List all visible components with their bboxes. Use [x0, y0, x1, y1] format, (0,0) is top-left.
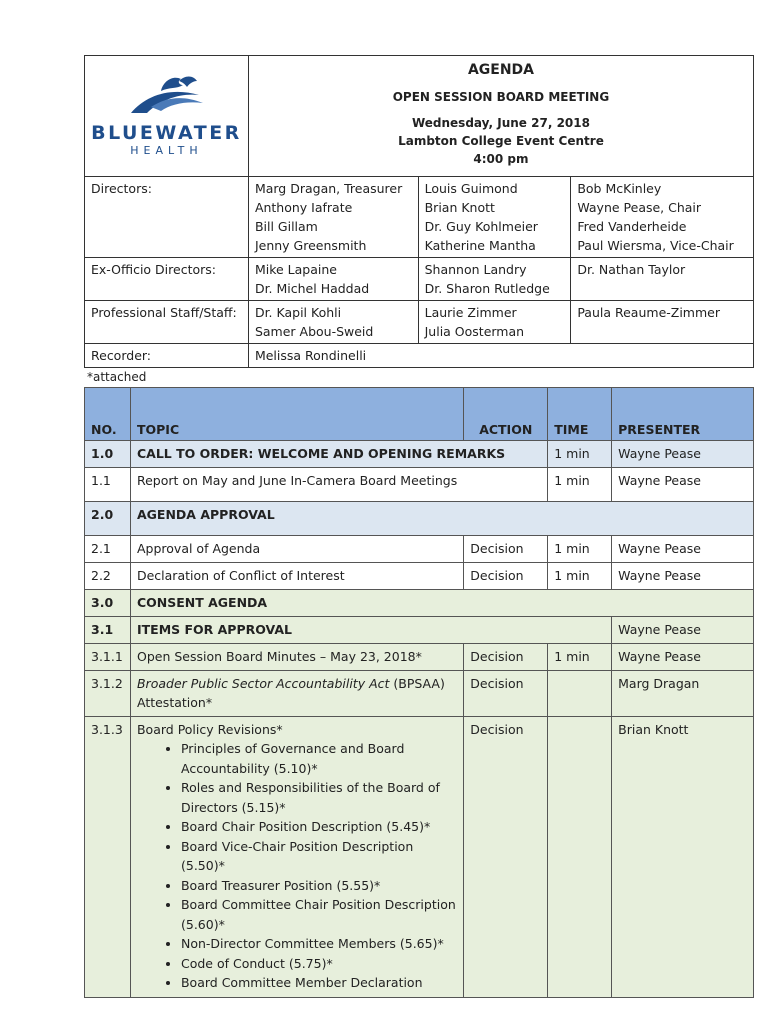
agenda-table [84, 387, 754, 998]
item-presenter: Wayne Pease [612, 563, 754, 590]
item-presenter: Marg Dragan [612, 671, 754, 717]
staff-name: Laurie Zimmer [424, 305, 517, 320]
item-topic: CONSENT AGENDA [130, 590, 753, 617]
director-name: Fred Vanderheide [577, 219, 687, 234]
recorder-name: Melissa Rondinelli [248, 344, 753, 368]
table-row [85, 590, 754, 617]
director-name: Bill Gillam [254, 219, 318, 234]
logo-sub-text: HEALTH [130, 144, 203, 157]
item-topic-italic: Broader Public Sector Accountability Act [136, 676, 390, 691]
item-time [548, 671, 612, 717]
item-topic: Report on May and June In-Camera Board Meetings [130, 468, 547, 502]
list-item: • Code of Conduct (5.75)* [181, 954, 457, 974]
item-time: 1 min [548, 468, 612, 502]
col-header-presenter: PRESENTER [612, 388, 754, 441]
col-header-topic: TOPIC [130, 388, 463, 441]
meeting-type: OPEN SESSION BOARD MEETING [392, 90, 610, 104]
staff-name: Julia Oosterman [424, 324, 525, 339]
director-name: Brian Knott [424, 200, 495, 215]
director-name: Marg Dragan, Treasurer [254, 181, 403, 196]
directors-col-2 [418, 177, 571, 258]
item-action: Decision [464, 717, 548, 998]
item-topic [130, 671, 463, 717]
list-item: • Board Committee Chair Position Description (5.60)* [181, 895, 457, 934]
item-action: Decision [464, 536, 548, 563]
item-action: Decision [464, 671, 548, 717]
directors-col-3 [571, 177, 754, 258]
list-item: • Principles of Governance and Board Accountability (5.10)* [181, 739, 457, 778]
item-number: 1.0 [85, 441, 131, 468]
meeting-time: 4:00 pm [473, 152, 529, 166]
director-name: Dr. Guy Kohlmeier [424, 219, 538, 234]
staff-name: Paula Reaume-Zimmer [577, 305, 720, 320]
item-number: 2.1 [85, 536, 131, 563]
item-topic: Approval of Agenda [130, 536, 463, 563]
directors-col-1 [248, 177, 418, 258]
meeting-venue: Lambton College Event Centre [398, 134, 604, 148]
exofficio-label: Ex-Officio Directors: [85, 258, 249, 301]
item-number: 3.1.1 [85, 644, 131, 671]
bluewater-health-logo [91, 73, 242, 158]
meeting-date: Wednesday, June 27, 2018 [411, 116, 590, 130]
director-name: Katherine Mantha [424, 238, 536, 253]
item-topic: AGENDA APPROVAL [130, 502, 753, 536]
item-number: 3.1.2 [85, 671, 131, 717]
table-row [85, 536, 754, 563]
logo-brand-text: BLUEWATER [91, 122, 242, 144]
agenda-title: AGENDA [467, 62, 534, 78]
policy-bullet-list [137, 739, 457, 993]
item-presenter: Brian Knott [612, 717, 754, 998]
staff-col-2 [418, 301, 571, 344]
item-time: 1 min [548, 644, 612, 671]
director-name: Anthony Iafrate [254, 200, 353, 215]
exofficio-col-2 [418, 258, 571, 301]
item-number: 3.1 [85, 617, 131, 644]
item-number: 2.2 [85, 563, 131, 590]
exofficio-name: Dr. Sharon Rutledge [424, 281, 550, 296]
item-time [548, 717, 612, 998]
item-time: 1 min [548, 441, 612, 468]
exofficio-name: Dr. Michel Haddad [254, 281, 370, 296]
item-presenter: Wayne Pease [612, 468, 754, 502]
list-item: • Board Treasurer Position (5.55)* [181, 876, 457, 896]
table-row [85, 717, 754, 998]
list-item: • Board Committee Member Declaration [181, 973, 457, 993]
item-number: 2.0 [85, 502, 131, 536]
staff-col-3 [571, 301, 754, 344]
staff-label: Professional Staff/Staff: [85, 301, 249, 344]
item-action: Decision [464, 563, 548, 590]
item-topic: ITEMS FOR APPROVAL [130, 617, 611, 644]
item-topic: CALL TO ORDER: WELCOME AND OPENING REMARKS [130, 441, 547, 468]
director-name: Paul Wiersma, Vice-Chair [577, 238, 734, 253]
table-row [85, 563, 754, 590]
logo-wave-icon [121, 73, 211, 117]
directors-label: Directors: [85, 177, 249, 258]
exofficio-col-1 [248, 258, 418, 301]
director-name: Louis Guimond [424, 181, 518, 196]
staff-name: Samer Abou-Sweid [254, 324, 374, 339]
director-name: Jenny Greensmith [254, 238, 367, 253]
agenda-document [84, 55, 754, 998]
table-row [85, 468, 754, 502]
title-cell [248, 56, 753, 177]
staff-col-1 [248, 301, 418, 344]
col-header-no: NO. [85, 388, 131, 441]
list-item: • Roles and Responsibilities of the Board of Directors (5.15)* [181, 778, 457, 817]
item-presenter: Wayne Pease [612, 441, 754, 468]
recorder-label: Recorder: [85, 344, 249, 368]
item-number: 3.1.3 [85, 717, 131, 998]
list-item: • Board Vice-Chair Position Description (5.50)* [181, 837, 457, 876]
col-header-action: ACTION [464, 388, 548, 441]
exofficio-col-3 [571, 258, 754, 301]
table-row [85, 502, 754, 536]
attached-note: *attached [87, 370, 147, 384]
director-name: Wayne Pease, Chair [577, 200, 702, 215]
item-presenter: Wayne Pease [612, 644, 754, 671]
table-row [85, 671, 754, 717]
item-time: 1 min [548, 536, 612, 563]
item-presenter: Wayne Pease [612, 617, 754, 644]
exofficio-name: Mike Lapaine [254, 262, 337, 277]
item-topic: Open Session Board Minutes – May 23, 2018* [130, 644, 463, 671]
director-name: Bob McKinley [577, 181, 662, 196]
table-row [85, 441, 754, 468]
item-time: 1 min [548, 563, 612, 590]
item-presenter: Wayne Pease [612, 536, 754, 563]
item-number: 1.1 [85, 468, 131, 502]
item-number: 3.0 [85, 590, 131, 617]
item-topic-text: Board Policy Revisions* [136, 722, 283, 737]
exofficio-name: Shannon Landry [424, 262, 527, 277]
logo-cell [85, 56, 249, 177]
col-header-time: TIME [548, 388, 612, 441]
item-topic: Declaration of Conflict of Interest [130, 563, 463, 590]
staff-name: Dr. Kapil Kohli [254, 305, 342, 320]
list-item: • Non-Director Committee Members (5.65)* [181, 934, 457, 954]
agenda-header-row [85, 388, 754, 441]
item-action: Decision [464, 644, 548, 671]
table-row [85, 617, 754, 644]
list-item: • Board Chair Position Description (5.45)* [181, 817, 457, 837]
item-topic [130, 717, 463, 998]
header-table [84, 55, 754, 368]
table-row [85, 644, 754, 671]
item-topic-rest: (BPSAA) Attestation* [136, 676, 445, 710]
exofficio-name: Dr. Nathan Taylor [577, 262, 686, 277]
